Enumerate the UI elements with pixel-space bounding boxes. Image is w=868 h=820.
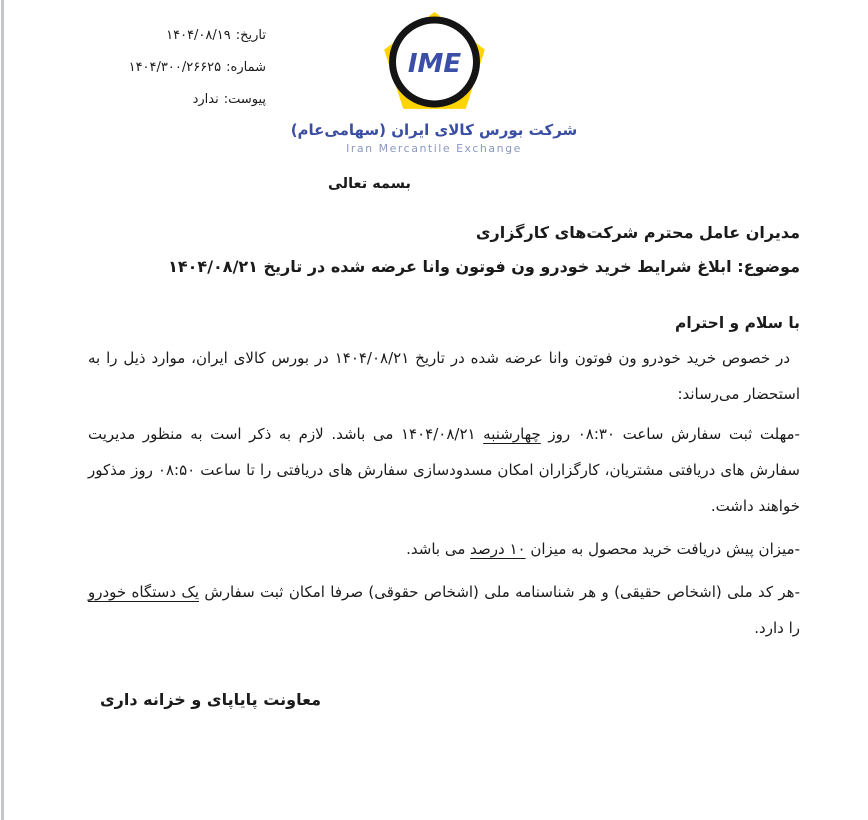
text-segment: ۱۴۰۴/۰۸/۲۱ می باشد. لازم به ذکر است به منظور مدیریت سفارش های دریافتی مشتریان، کارگزاران امکان مسدودسازی سفارش های دریافتی را تا ساعت ۰۸:۵۰ روز مذکور خواهند داشت. bbox=[88, 425, 800, 515]
intro-paragraph: در خصوص خرید خودرو ون فوتون وانا عرضه شده در تاریخ ۱۴۰۴/۰۸/۲۱ در بورس کالای ایران، موارد ذیل را به استحضار می‌رساند: bbox=[88, 349, 800, 403]
ime-logo-block bbox=[0, 10, 868, 155]
letter-body bbox=[0, 176, 868, 709]
text-segment: را دارد. bbox=[754, 619, 800, 637]
meta-date-label: تاریخ: bbox=[235, 28, 266, 43]
salutation-line: با سلام و احترام bbox=[675, 314, 800, 332]
meta-date-value: ۱۴۰۴/۰۸/۱۹ bbox=[166, 28, 231, 43]
text-segment: -مهلت ثبت سفارش ساعت ۰۸:۳۰ روز bbox=[540, 425, 800, 443]
ime-logo-emblem-icon bbox=[382, 10, 487, 116]
meta-attachment-value: ندارد bbox=[192, 92, 219, 107]
company-name-fa: شرکت بورس کالای ایران (سهامی‌عام) bbox=[290, 121, 578, 139]
subject-line: موضوع: ابلاغ شرایط خرید خودرو ون فوتون وانا عرضه شده در تاریخ ۱۴۰۴/۰۸/۲۱ bbox=[168, 257, 800, 276]
bullet-prepayment bbox=[88, 531, 800, 567]
bullet-order-deadline bbox=[88, 416, 800, 524]
underlined-text: ۱۰ درصد bbox=[470, 540, 526, 558]
underlined-text: یک دستگاه خودرو bbox=[88, 583, 200, 601]
addressee-line: مدیران عامل محترم شرکت‌های کارگزاری bbox=[475, 223, 800, 242]
besmeleh-heading: بسمه تعالی bbox=[328, 176, 411, 192]
meta-number-label: شماره: bbox=[226, 60, 266, 75]
signature-block: معاونت پایاپای و خزانه داری bbox=[100, 690, 322, 709]
meta-attachment-label: پیوست: bbox=[223, 92, 266, 107]
text-segment: می باشد. bbox=[406, 540, 471, 558]
text-segment: -هر کد ملی (اشخاص حقیقی) و هر شناسنامه ملی (اشخاص حقوقی) صرفا امکان ثبت سفارش bbox=[199, 583, 801, 601]
company-name-en: Iran Mercantile Exchange bbox=[346, 142, 522, 155]
bullet-list bbox=[88, 416, 800, 646]
logo-monogram: IME bbox=[407, 49, 461, 79]
meta-number-value: ۱۴۰۴/۳۰۰/۲۶۶۲۵ bbox=[128, 60, 222, 75]
underlined-text: چهارشنبه bbox=[483, 425, 541, 443]
bullet-one-vehicle-limit bbox=[88, 574, 800, 646]
text-segment: -میزان پیش دریافت خرید محصول به میزان bbox=[525, 540, 800, 558]
